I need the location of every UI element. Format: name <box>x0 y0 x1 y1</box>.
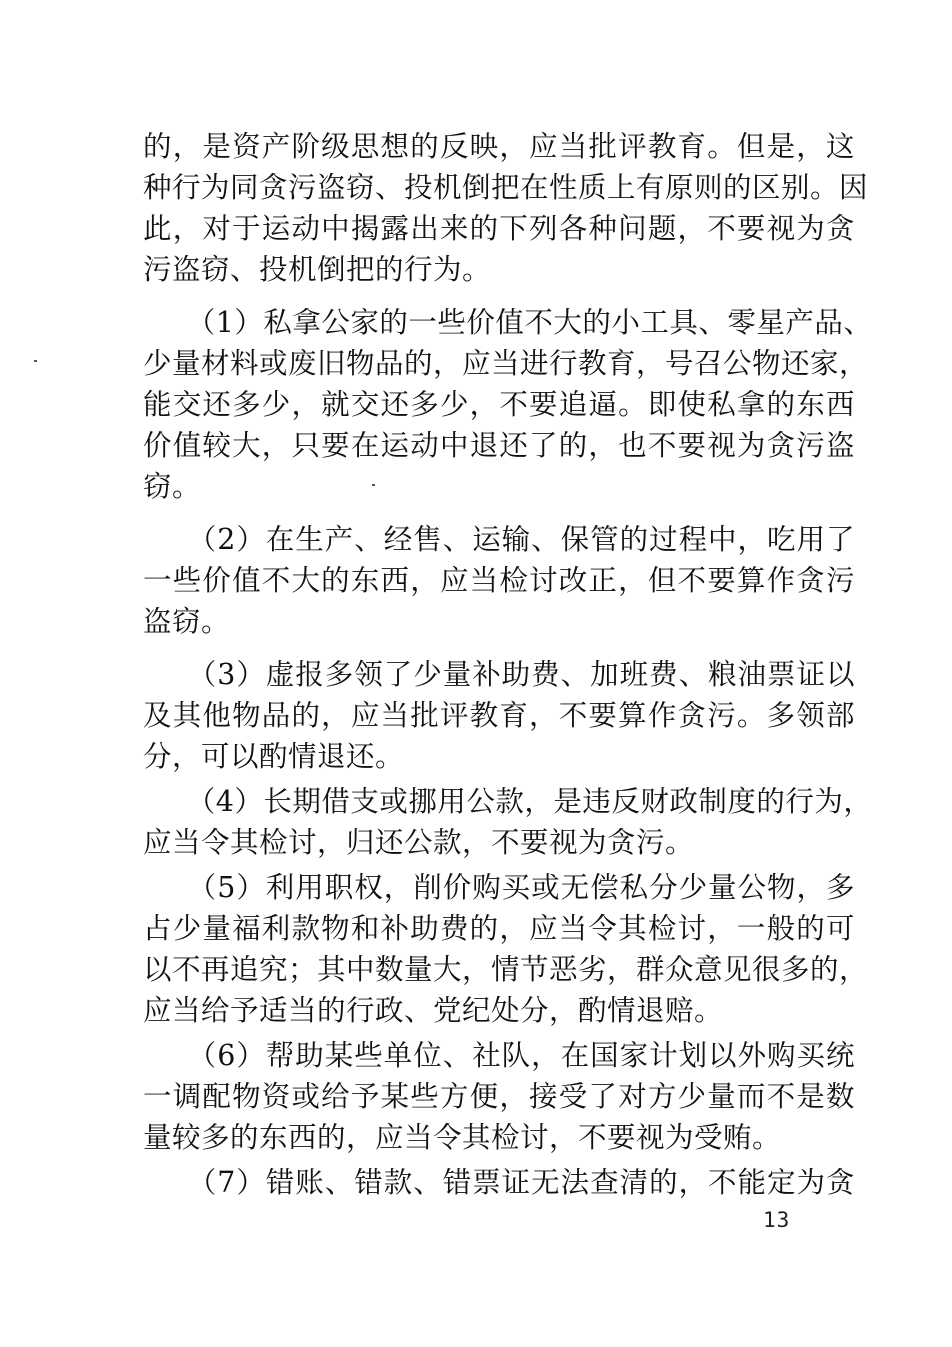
paragraph-item-1 <box>143 302 873 507</box>
paragraph-item-7 <box>143 1162 855 1203</box>
text-line: 盗窃。 <box>143 605 231 638</box>
text-line: 的，是资产阶级思想的反映，应当批评教育。但是，这 <box>143 130 855 163</box>
text-line: （3）虚报多领了少量补助费、加班费、粮油票证以 <box>143 658 855 691</box>
body-text <box>143 126 873 1207</box>
text-line: 应当令其检讨，归还公款，不要视为贪污。 <box>143 826 695 859</box>
text-line: 少量材料或废旧物品的，应当进行教育，号召公物还家， <box>143 347 869 380</box>
text-line: 一些价值不大的东西，应当检讨改正，但不要算作贪污 <box>143 564 855 597</box>
text-line: 种行为同贪污盗窃、投机倒把在性质上有原则的区别。因 <box>143 171 869 204</box>
text-line: （7）错账、错款、错票证无法查清的，不能定为贪 <box>143 1166 855 1199</box>
text-line: （1）私拿公家的一些价值不大的小工具、零星产品、 <box>143 306 873 339</box>
text-line: 分，可以酌情退还。 <box>143 740 405 773</box>
paragraph-item-6 <box>143 1035 855 1158</box>
text-line: 污盗窃、投机倒把的行为。 <box>143 253 492 286</box>
paragraph-item-3 <box>143 654 855 777</box>
text-line: 占少量福利款物和补助费的，应当令其检讨，一般的可 <box>143 912 855 945</box>
text-line: 应当给予适当的行政、党纪处分，酌情退赔。 <box>143 994 724 1027</box>
text-line: 以不再追究；其中数量大，情节恶劣，群众意见很多的， <box>143 953 869 986</box>
paragraph-item-5 <box>143 867 869 1031</box>
paragraph-intro <box>143 126 869 290</box>
paragraph-item-2 <box>143 519 855 642</box>
text-line: （6）帮助某些单位、社队，在国家计划以外购买统 <box>143 1039 855 1072</box>
text-line: 量较多的东西的，应当令其检讨，不要视为受贿。 <box>143 1121 782 1154</box>
page-number: 13 <box>763 1208 791 1232</box>
text-line: 窃。 <box>143 470 202 503</box>
text-line: （2）在生产、经售、运输、保管的过程中，吃用了 <box>143 523 855 556</box>
text-line: 一调配物资或给予某些方便，接受了对方少量而不是数 <box>143 1080 855 1113</box>
text-line: （5）利用职权，削价购买或无偿私分少量公物，多 <box>143 871 855 904</box>
scan-speck <box>372 484 375 486</box>
text-line: 此，对于运动中揭露出来的下列各种问题，不要视为贪 <box>143 212 855 245</box>
text-line: 价值较大，只要在运动中退还了的，也不要视为贪污盗 <box>143 429 855 462</box>
paragraph-item-4 <box>143 781 873 863</box>
text-line: （4）长期借支或挪用公款，是违反财政制度的行为， <box>143 785 873 818</box>
text-line: 及其他物品的，应当批评教育，不要算作贪污。多领部 <box>143 699 855 732</box>
scan-speck <box>34 360 37 362</box>
text-line: 能交还多少，就交还多少，不要追逼。即使私拿的东西 <box>143 388 855 421</box>
